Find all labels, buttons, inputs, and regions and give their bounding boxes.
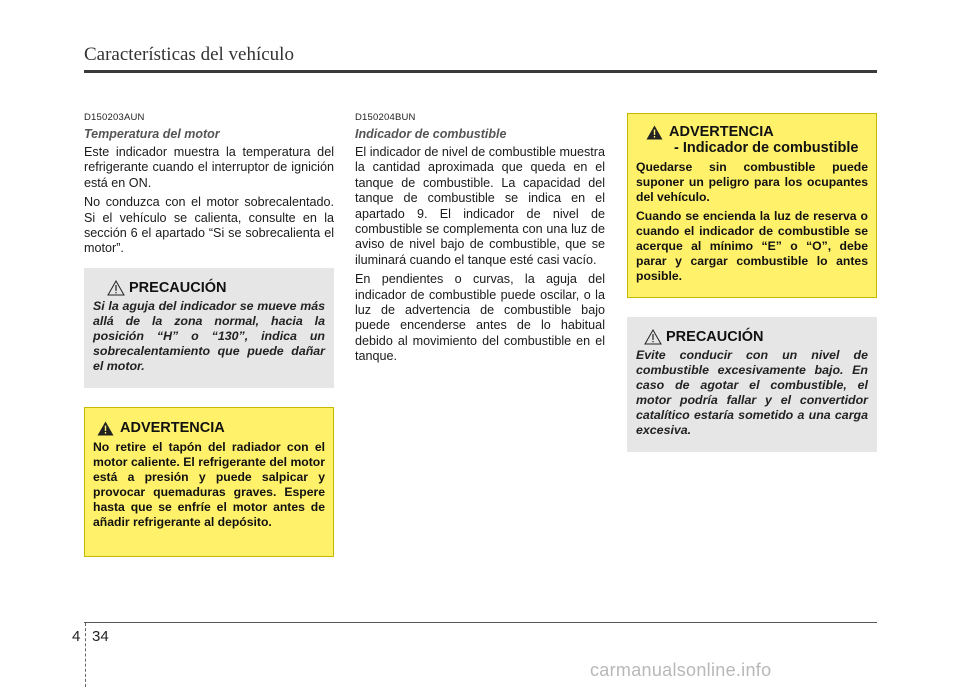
header-rule bbox=[84, 70, 877, 73]
caution-title: PRECAUCIÓN bbox=[644, 329, 868, 345]
engine-temperature-section bbox=[84, 112, 334, 261]
page-header-title: Características del vehículo bbox=[84, 44, 294, 65]
watermark: carmanualsonline.info bbox=[590, 660, 772, 680]
warning-text: Quedarse sin combustible puede suponer un peligro para los ocupantes del vehículo. bbox=[636, 160, 868, 204]
warning-title: ADVERTENCIA bbox=[646, 124, 868, 140]
warning-title: ADVERTENCIA bbox=[97, 420, 325, 436]
caution-text: Evite conducir con un nivel de combustible excesivamente bajo. En caso de agotar el combustible, el motor podría fallar y el convertidor catalítico estaría sometido a una carga excesiva. bbox=[636, 348, 868, 437]
warning-text: No retire el tapón del radiador con el motor caliente. El refrigerante del motor está a presión y puede salpicar y provocar quemaduras graves. Espere hasta que se enfríe el motor antes de añadir refrigerante al depósito. bbox=[93, 440, 325, 529]
page-number: 34 bbox=[92, 628, 109, 645]
section-heading: Indicador de combustible bbox=[355, 127, 507, 141]
footer-rule bbox=[84, 622, 877, 623]
paragraph: En pendientes o curvas, la aguja del indicador de combustible puede oscilar, o la luz de advertencia de combustible bajo puede encenderse antes de lo habitual debido al movimiento del combustible en el tanque. bbox=[355, 272, 605, 364]
warning-triangle-icon bbox=[97, 421, 114, 436]
section-number: 4 bbox=[72, 628, 81, 645]
caution-triangle-icon bbox=[107, 280, 125, 296]
paragraph: Este indicador muestra la temperatura del refrigerante cuando el interruptor de ignición está en ON. bbox=[84, 145, 334, 190]
fuel-caution-box bbox=[627, 317, 877, 452]
caution-title: PRECAUCIÓN bbox=[107, 280, 325, 296]
page-divider bbox=[85, 623, 86, 687]
caution-triangle-icon bbox=[644, 329, 662, 345]
paragraph: No conduzca con el motor sobrecalentado. Si el vehículo se calienta, consulte en la sección 6 el apartado “Si se sobrecalienta el motor”. bbox=[84, 195, 334, 256]
fuel-warning-box bbox=[627, 113, 877, 298]
engine-caution-box bbox=[84, 268, 334, 388]
caution-text: Si la aguja del indicador se mueve más allá de la zona normal, hacia la posición “H” o “130”, indica un sobrecalentamiento que puede dañar el motor. bbox=[93, 299, 325, 373]
section-heading: Temperatura del motor bbox=[84, 127, 220, 141]
paragraph: El indicador de nivel de combustible muestra la cantidad aproximada que queda en el tanque de combustible. La capacidad del tanque de combustible se indica en el apartado 9. El indicador de nivel de combustible se complementa con una luz de aviso de nivel bajo de combustible, que se iluminará cuando el tanque esté casi vacío. bbox=[355, 145, 605, 267]
warning-text: Cuando se encienda la luz de reserva o cuando el indicador de combustible se acerque al mínimo “E” o “O”, debe parar y cargar combustible lo antes posible. bbox=[636, 209, 868, 283]
fuel-gauge-section bbox=[355, 112, 605, 369]
warning-triangle-icon bbox=[646, 125, 663, 140]
engine-warning-box bbox=[84, 407, 334, 557]
section-code: D150204BUN bbox=[355, 112, 416, 123]
warning-subtitle: - Indicador de combustible bbox=[674, 140, 859, 156]
section-code: D150203AUN bbox=[84, 112, 145, 123]
